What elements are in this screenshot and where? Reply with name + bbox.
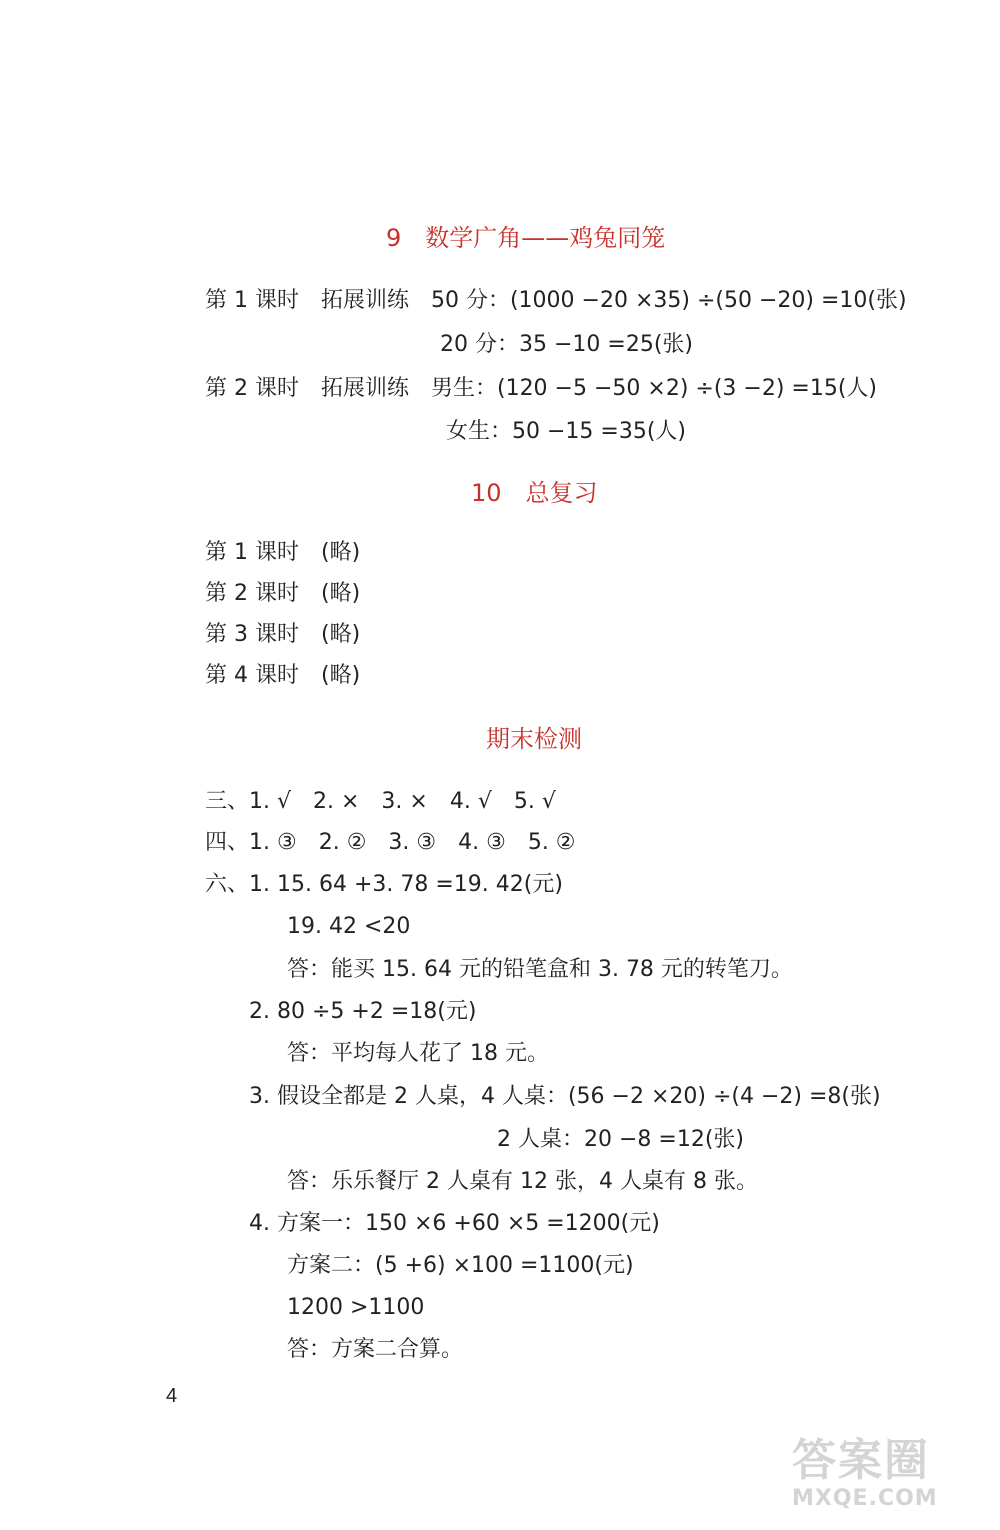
watermark-brand: 答案圈 [792,1435,930,1486]
lesson-2-line-2: 女生：50 −15 =35(人) [446,419,687,444]
lesson-2-line-1: 第 2 课时 拓展训练 男生：(120 −5 −50 ×2) ÷(3 −2) =15(人) [205,376,878,401]
answer-line: 答：平均每人花了 18 元。 [287,1041,549,1066]
review-lesson-1: 第 1 课时 (略) [205,540,361,565]
review-lesson-2: 第 2 课时 (略) [205,581,361,606]
watermark-logo [792,1436,982,1522]
answer-line: 2. 80 ÷5 +2 =18(元) [249,999,477,1024]
final-exam-heading: 期末检测 [486,725,582,753]
answer-line: 3. 假设全都是 2 人桌，4 人桌：(56 −2 ×20) ÷(4 −2) =8(张) [249,1084,881,1109]
watermark-site: MXQE.COM [792,1486,938,1511]
answer-line: 答：乐乐餐厅 2 人桌有 12 张，4 人桌有 8 张。 [287,1169,758,1194]
answer-line: 1200 >1100 [287,1295,425,1320]
answer-line: 三、1. √ 2. × 3. × 4. √ 5. √ [205,789,556,814]
lesson-1-line-1: 第 1 课时 拓展训练 50 分：(1000 −20 ×35) ÷(50 −20) =10(张) [205,288,907,313]
answer-line: 2 人桌：20 −8 =12(张) [497,1127,744,1152]
lesson-1-line-2: 20 分：35 −10 =25(张) [440,332,693,357]
section-10-heading: 10 总复习 [471,479,598,507]
section-9-heading: 9 数学广角——鸡兔同笼 [386,224,666,252]
answer-line: 答：方案二合算。 [287,1337,464,1362]
answer-line: 19. 42 <20 [287,914,411,939]
answer-line: 四、1. ③ 2. ② 3. ③ 4. ③ 5. ② [205,830,576,855]
review-lesson-4: 第 4 课时 (略) [205,663,361,688]
answer-line: 方案二：(5 +6) ×100 =1100(元) [287,1253,634,1278]
review-lesson-3: 第 3 课时 (略) [205,622,361,647]
answer-line: 4. 方案一：150 ×6 +60 ×5 =1200(元) [249,1211,660,1236]
answer-line: 六、1. 15. 64 +3. 78 =19. 42(元) [205,872,563,897]
page-number: 4 [166,1385,178,1407]
answer-line: 答：能买 15. 64 元的铅笔盒和 3. 78 元的转笔刀。 [287,957,793,982]
